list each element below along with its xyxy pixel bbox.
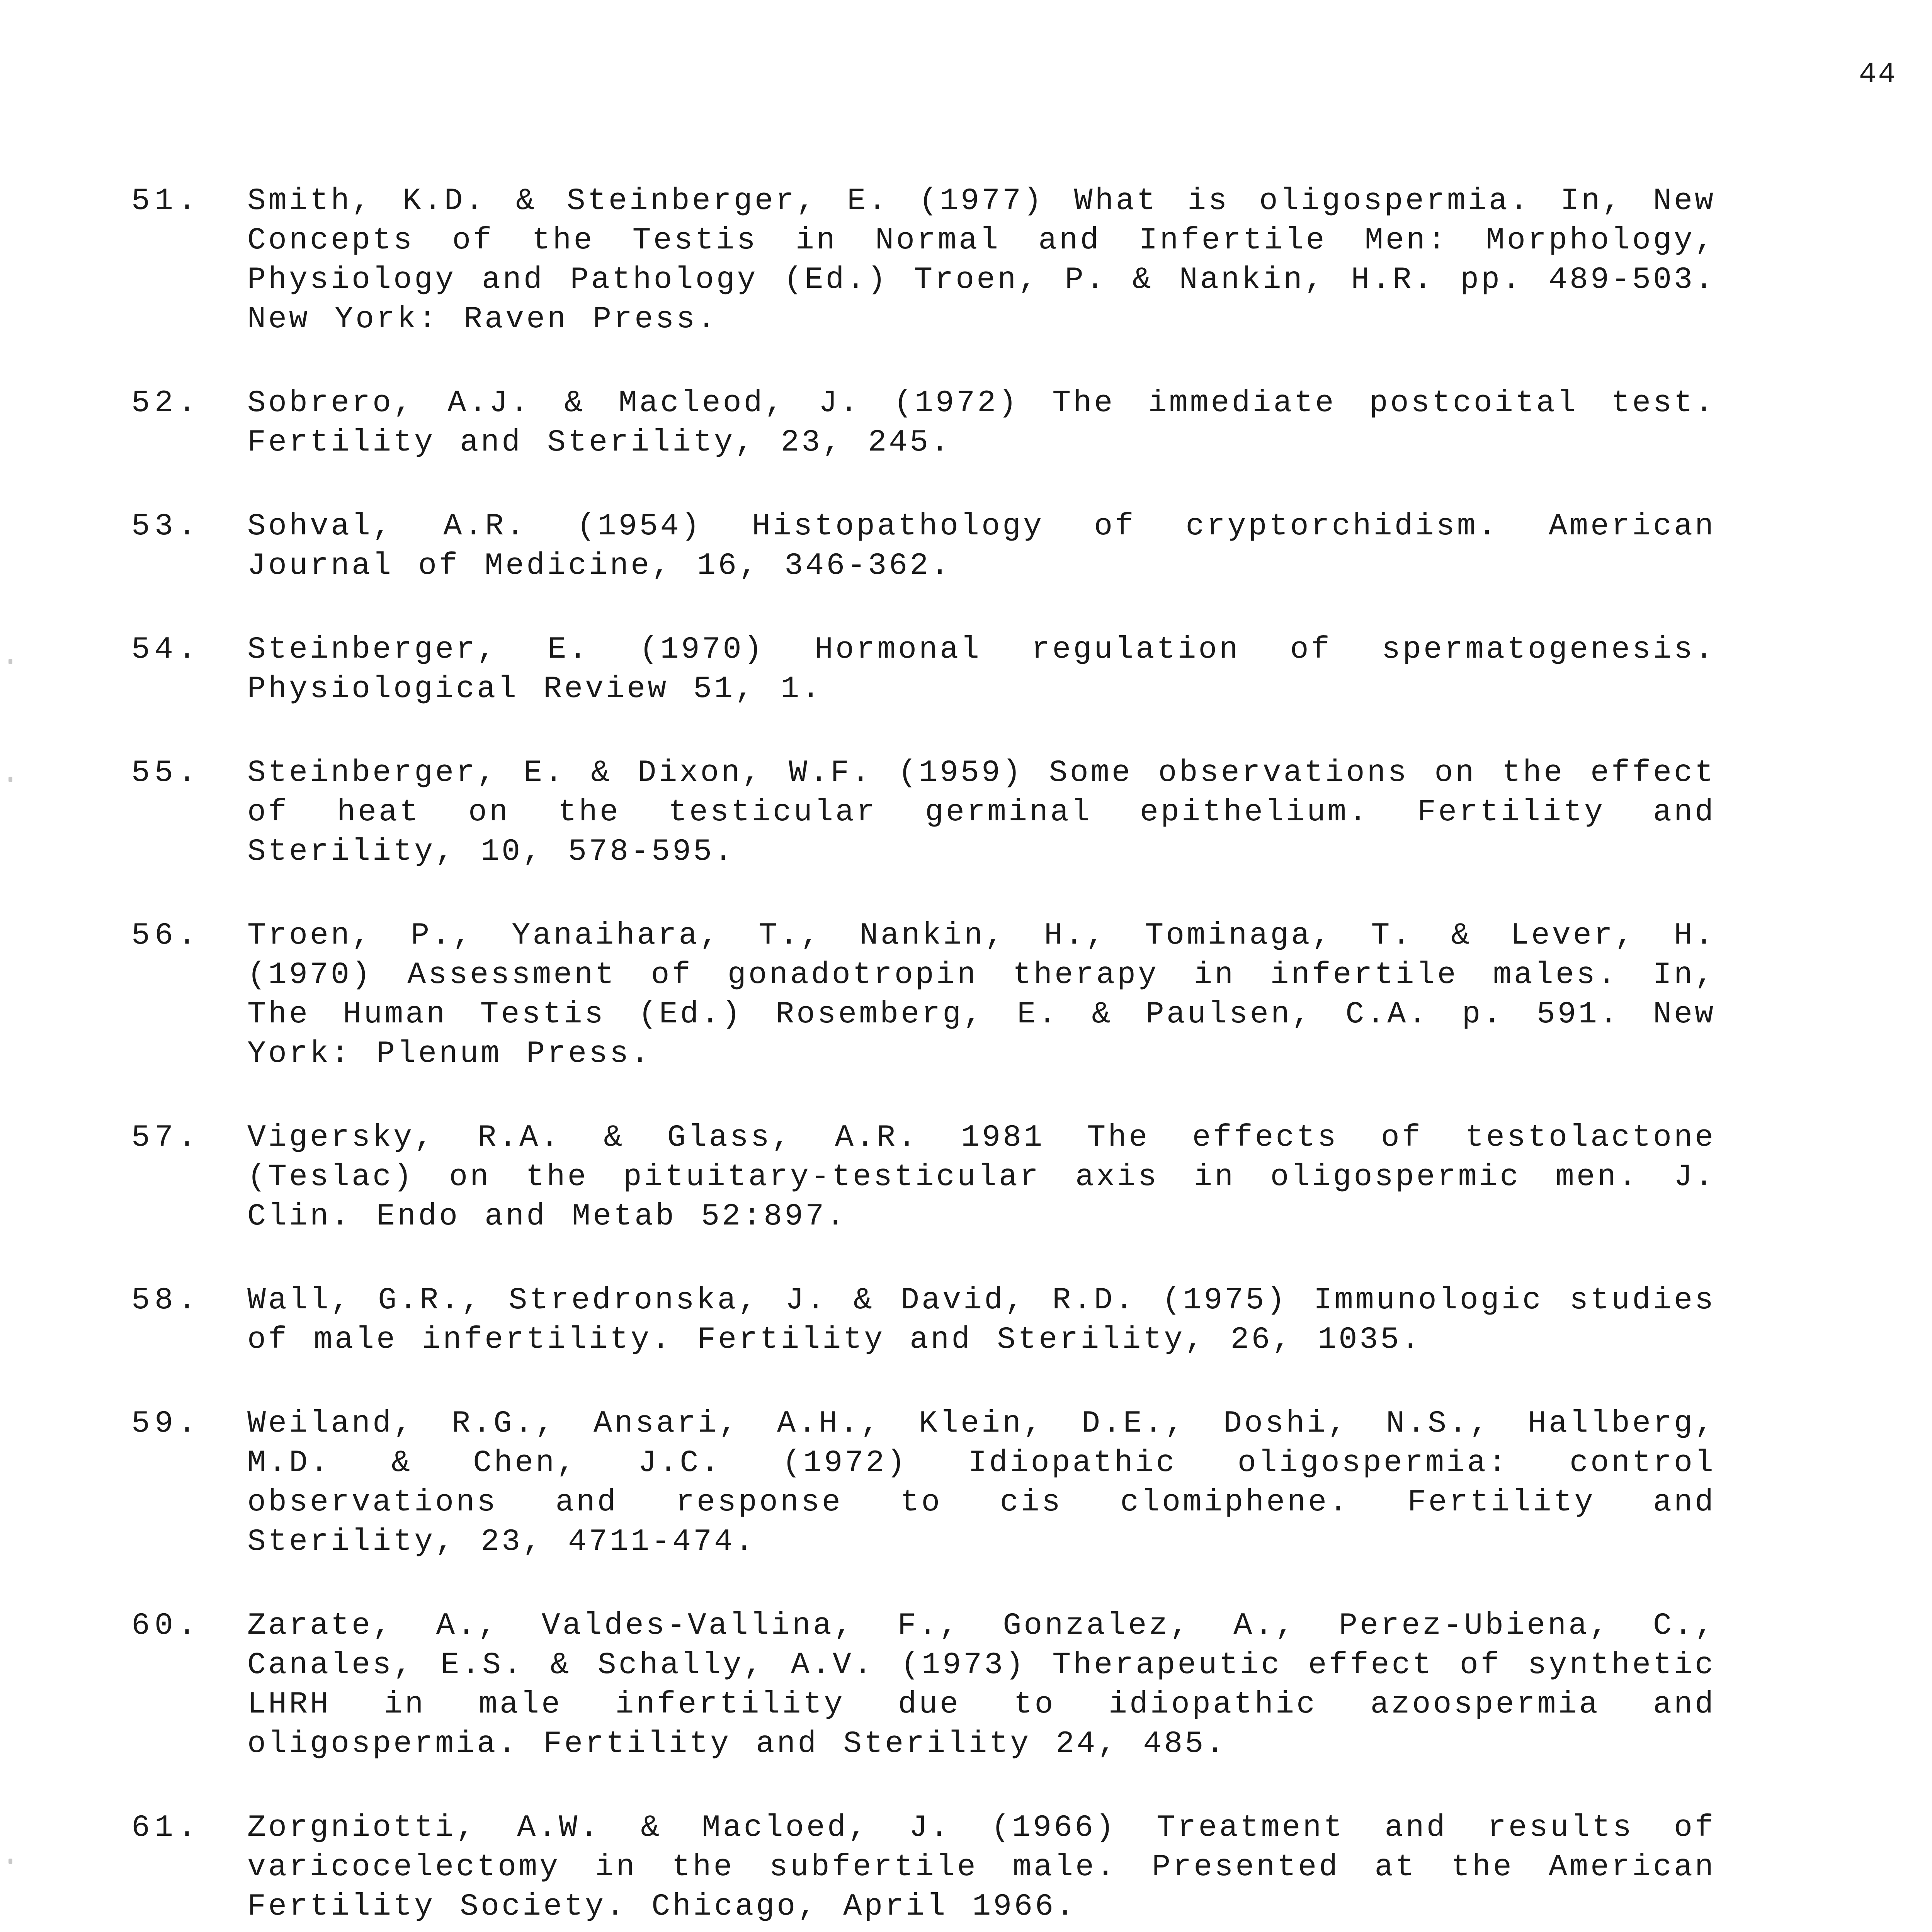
reference-item	[131, 1281, 1716, 1360]
reference-text: Vigersky, R.A. & Glass, A.R. 1981 The effects of testolactone (Teslac) on the pituitary-testicular axis in oligospermic men. J. Clin. Endo and Metab 52:897.	[247, 1120, 1716, 1234]
scan-mark	[9, 1859, 12, 1864]
reference-number: 61.	[131, 1810, 201, 1845]
reference-item	[131, 182, 1716, 339]
reference-item	[131, 1404, 1716, 1562]
reference-number: 56.	[131, 918, 201, 953]
reference-text: Zarate, A., Valdes-Vallina, F., Gonzalez, A., Perez-Ubiena, C., Canales, E.S. & Schally, A.V. (1973) Therapeutic effect of synthetic LHRH in male infertility due to idiopathic azoospermia and oligospermia. Fertility and Sterility 24, 485.	[247, 1608, 1716, 1762]
reference-number: 55.	[131, 755, 201, 791]
reference-item	[131, 916, 1716, 1074]
reference-number: 60.	[131, 1608, 201, 1643]
scan-mark	[9, 659, 12, 664]
reference-text: Zorgniotti, A.W. & Macloed, J. (1966) Treatment and results of varicocelectomy in the subfertile male. Presented at the American Fertility Society. Chicago, April 1966.	[247, 1810, 1716, 1924]
reference-item	[131, 384, 1716, 463]
reference-number: 58.	[131, 1283, 201, 1318]
reference-item	[131, 1606, 1716, 1764]
page-number: 44	[1859, 58, 1897, 91]
reference-text: Sobrero, A.J. & Macleod, J. (1972) The immediate postcoital test. Fertility and Sterility, 23, 245.	[247, 386, 1716, 460]
reference-number: 51.	[131, 184, 201, 219]
reference-list	[131, 182, 1716, 1932]
reference-number: 57.	[131, 1120, 201, 1155]
reference-text: Smith, K.D. & Steinberger, E. (1977) What is oligospermia. In, New Concepts of the Testis in Normal and Infertile Men: Morphology, Physiology and Pathology (Ed.) Troen, P. & Nankin, H.R. pp. 489-503. New York: Raven Press.	[247, 184, 1716, 337]
reference-text: Steinberger, E. (1970) Hormonal regulation of spermatogenesis. Physiological Review 51, 1.	[247, 632, 1716, 707]
reference-text: Steinberger, E. & Dixon, W.F. (1959) Some observations on the effect of heat on the testicular germinal epithelium. Fertility and Sterility, 10, 578-595.	[247, 755, 1716, 869]
reference-item	[131, 507, 1716, 586]
reference-number: 59.	[131, 1406, 201, 1441]
reference-text: Weiland, R.G., Ansari, A.H., Klein, D.E., Doshi, N.S., Hallberg, M.D. & Chen, J.C. (1972) Idiopathic oligospermia: control observations and response to cis clomiphene. Fertility and Sterility, 23, 4711-474.	[247, 1406, 1716, 1560]
reference-number: 53.	[131, 509, 201, 544]
reference-number: 54.	[131, 632, 201, 667]
reference-item	[131, 753, 1716, 872]
scan-mark	[9, 777, 12, 782]
reference-item	[131, 1118, 1716, 1236]
reference-text: Troen, P., Yanaihara, T., Nankin, H., Tominaga, T. & Lever, H. (1970) Assessment of gonadotropin therapy in infertile males. In, The Human Testis (Ed.) Rosemberg, E. & Paulsen, C.A. p. 591. New York: Plenum Press.	[247, 918, 1716, 1071]
reference-item	[131, 1808, 1716, 1927]
reference-text: Sohval, A.R. (1954) Histopathology of cryptorchidism. American Journal of Medicine, 16, 346-362.	[247, 509, 1716, 583]
reference-text: Wall, G.R., Stredronska, J. & David, R.D. (1975) Immunologic studies of male infertility. Fertility and Sterility, 26, 1035.	[247, 1283, 1716, 1357]
reference-number: 52.	[131, 386, 201, 421]
reference-item	[131, 630, 1716, 709]
